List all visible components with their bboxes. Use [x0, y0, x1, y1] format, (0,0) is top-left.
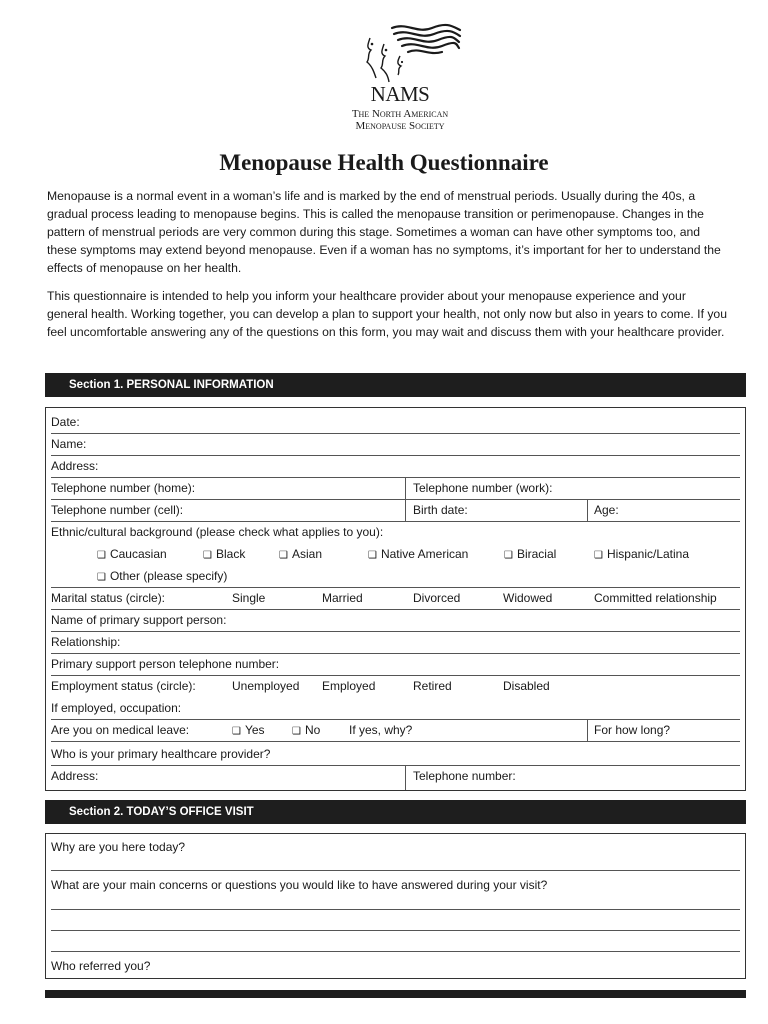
checkbox-icon[interactable]: ❑: [292, 726, 301, 737]
checkbox-icon[interactable]: ❑: [97, 550, 106, 561]
date-field[interactable]: [51, 411, 740, 434]
page-title: Menopause Health Questionnaire: [219, 150, 549, 175]
employment-option-retired[interactable]: Retired: [413, 679, 452, 693]
name-label: Name:: [51, 437, 87, 451]
name-field[interactable]: [51, 433, 740, 456]
why-here-label: Why are you here today?: [51, 840, 186, 854]
ethnic-option-caucasian[interactable]: ❑ Caucasian: [97, 547, 167, 561]
occupation-label: If employed, occupation:: [51, 701, 182, 715]
referred-field[interactable]: [51, 955, 740, 977]
ethnic-option-asian[interactable]: ❑ Asian: [279, 547, 322, 561]
employment-option-employed[interactable]: Employed: [322, 679, 376, 693]
ethnic-option-other[interactable]: ❑ Other (please specify): [97, 569, 228, 583]
personal-info-box: [45, 407, 746, 791]
checkbox-icon[interactable]: ❑: [232, 726, 241, 737]
medical-leave-row: [51, 719, 740, 742]
answer-line[interactable]: [51, 870, 740, 871]
nams-faces-logo-icon: [362, 22, 462, 84]
marital-option-married[interactable]: Married: [322, 591, 363, 605]
column-divider: [405, 477, 406, 521]
tel-work-label: Telephone number (work):: [413, 481, 553, 495]
occupation-field[interactable]: [51, 697, 740, 720]
logo-subtitle-line1: The North American: [351, 108, 449, 120]
how-long-label: For how long?: [594, 723, 671, 737]
checkbox-icon[interactable]: ❑: [279, 550, 288, 561]
tel-home-label: Telephone number (home):: [51, 481, 196, 495]
address-field[interactable]: [51, 455, 740, 478]
logo-name: NAMS: [370, 82, 430, 106]
concerns-field[interactable]: [51, 874, 740, 896]
answer-line[interactable]: [51, 909, 740, 910]
why-here-field[interactable]: [51, 836, 740, 858]
section1-heading: Section 1. PERSONAL INFORMATION: [45, 373, 746, 397]
support-person-field[interactable]: [51, 609, 740, 632]
section2-heading: Section 2. TODAY’S OFFICE VISIT: [45, 800, 746, 824]
ethnic-label: Ethnic/cultural background (please check what applies to you):: [51, 525, 384, 539]
tel-cell-label: Telephone number (cell):: [51, 503, 184, 517]
phone-row: [51, 477, 740, 500]
ethnic-option-native-american[interactable]: ❑ Native American: [368, 547, 469, 561]
marital-option-divorced[interactable]: Divorced: [413, 591, 461, 605]
checkbox-icon[interactable]: ❑: [203, 550, 212, 561]
column-divider: [587, 499, 588, 521]
age-label: Age:: [594, 503, 619, 517]
logo-subtitle-line2: Menopause Society: [355, 120, 445, 132]
employment-status-row: [51, 675, 740, 697]
provider-field[interactable]: [51, 743, 740, 766]
answer-line[interactable]: [51, 951, 740, 952]
support-person-label: Name of primary support person:: [51, 613, 227, 627]
marital-label: Marital status (circle):: [51, 591, 166, 605]
footer-bar: [45, 990, 746, 998]
relationship-field[interactable]: [51, 631, 740, 654]
referred-label: Who referred you?: [51, 959, 151, 973]
checkbox-icon[interactable]: ❑: [97, 572, 106, 583]
checkbox-icon[interactable]: ❑: [368, 550, 377, 561]
marital-status-row: [51, 587, 740, 610]
ethnic-option-biracial[interactable]: ❑ Biracial: [504, 547, 557, 561]
ethnic-other-row: [51, 565, 740, 588]
ethnic-option-hispanic-latina[interactable]: ❑ Hispanic/Latina: [594, 547, 690, 561]
marital-option-single[interactable]: Single: [232, 591, 266, 605]
provider-phone-label: Telephone number:: [413, 769, 516, 783]
column-divider: [405, 765, 406, 790]
office-visit-box: [45, 833, 746, 979]
relationship-label: Relationship:: [51, 635, 121, 649]
birth-date-label: Birth date:: [413, 503, 468, 517]
date-label: Date:: [51, 415, 80, 429]
medical-leave-label: Are you on medical leave:: [51, 723, 190, 737]
concerns-label: What are your main concerns or questions you would like to have answered during your visit?: [51, 878, 548, 892]
support-phone-label: Primary support person telephone number:: [51, 657, 280, 671]
column-divider: [587, 719, 588, 741]
provider-address-label: Address:: [51, 769, 99, 783]
answer-line[interactable]: [51, 930, 740, 931]
medical-leave-yes[interactable]: ❑ Yes: [232, 723, 265, 737]
employment-option-disabled[interactable]: Disabled: [503, 679, 550, 693]
provider-label: Who is your primary healthcare provider?: [51, 747, 271, 761]
ethnic-option-black[interactable]: ❑ Black: [203, 547, 246, 561]
if-yes-why-label: If yes, why?: [349, 723, 413, 737]
checkbox-icon[interactable]: ❑: [594, 550, 603, 561]
intro-paragraph-1: Menopause is a normal event in a woman’s life and is marked by the end of menstrual periods. Usually during the 40s, a gradual process leading to menopause begins. This is called the menopause transition or perimenopause. Changes in the pattern of menstrual periods are very common during this stage. Sometimes a woman can have other symptoms too, and these symptoms may extend beyond menopause. Even if a woman has no symptoms, it’s important for her to understand the effects of menopause on her health.: [47, 189, 721, 275]
address-label: Address:: [51, 459, 99, 473]
support-phone-field[interactable]: [51, 653, 740, 676]
cell-birth-age-row: [51, 499, 740, 522]
marital-option-widowed[interactable]: Widowed: [503, 591, 553, 605]
provider-address-row: [51, 765, 740, 787]
marital-option-committed[interactable]: Committed relationship: [594, 591, 717, 605]
ethnic-options-row: [51, 543, 740, 565]
employment-label: Employment status (circle):: [51, 679, 196, 693]
ethnic-question: [51, 521, 740, 543]
nams-logo: [330, 22, 470, 134]
intro-paragraph-2: This questionnaire is intended to help you inform your healthcare provider about your menopause experience and your general health. Working together, you can develop a plan to support your health, not only now but also in years to come. If you feel uncomfortable answering any of the questions on this form, you may wait and discuss them with your healthcare provider.: [47, 289, 727, 339]
checkbox-icon[interactable]: ❑: [504, 550, 513, 561]
employment-option-unemployed[interactable]: Unemployed: [232, 679, 300, 693]
medical-leave-no[interactable]: ❑ No: [292, 723, 321, 737]
